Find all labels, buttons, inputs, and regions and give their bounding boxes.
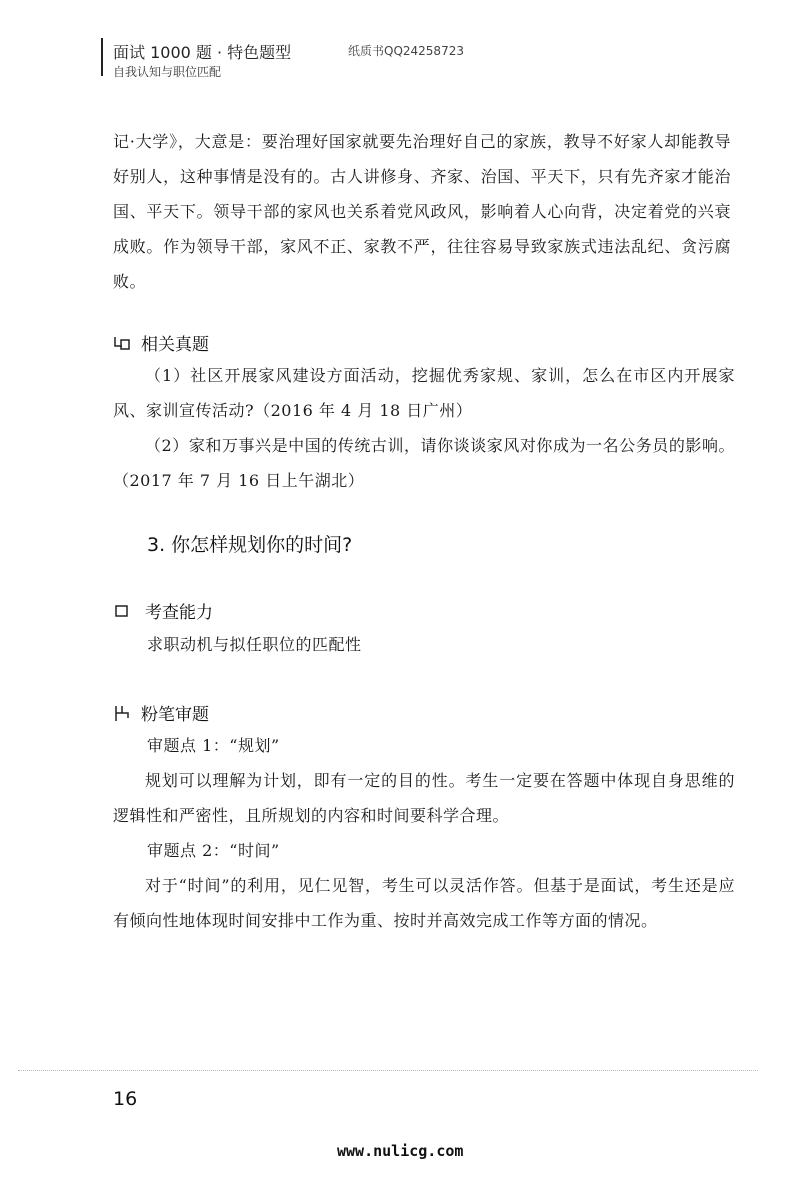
- related-item-2: （2）家和万事兴是中国的传统古训，请你谈谈家风对你成为一名公务员的影响。（2017 年 7 月 16 日上午湖北）: [113, 436, 735, 490]
- analysis-point-2-text: 对于“时间”的利用，见仁见智，考生可以灵活作答。但基于是面试，考生还是应有倾向性地体现时间安排中工作为重、按时并高效完成工作等方面的情况。: [113, 876, 735, 930]
- related-section-header: [113, 330, 209, 355]
- ability-text: 求职动机与拟任职位的匹配性: [147, 635, 362, 654]
- analysis-point-2-label: 审题点 2：“时间”: [147, 841, 280, 860]
- website-footer: www.nulicg.com: [337, 1142, 464, 1160]
- chapter-subtitle: 自我认知与职位匹配: [113, 65, 222, 79]
- split-frame-icon: [113, 704, 131, 722]
- intro-paragraph: 记·大学》，大意是：要治理好国家就要先治理好自己的家族，教导不好家人却能教导好别人，这种事情是没有的。古人讲修身、齐家、治国、平天下，只有先齐家才能治国、平天下。领导干部的家风也关系着党风政风，影响着人心向背，决定着党的兴衰成败。作为领导干部，家风不正、家教不严，往往容易导致家族式违法乱纪、贪污腐败。: [113, 132, 731, 291]
- watermark-text: 纸质书QQ24258723: [348, 44, 464, 58]
- header-rule: [101, 38, 103, 76]
- page-number: 16: [113, 1088, 138, 1110]
- related-item-1: （1）社区开展家风建设方面活动，挖掘优秀家规、家训，怎么在市区内开展家风、家训宣传活动?（2016 年 4 月 18 日广州）: [113, 366, 735, 420]
- corner-bracket-icon: [113, 334, 131, 352]
- analysis-heading: 粉笔审题: [141, 705, 209, 725]
- analysis-point-1-label: 审题点 1：“规划”: [147, 736, 280, 755]
- book-series-title: 面试 1000 题 · 特色题型: [113, 43, 292, 62]
- related-heading: 相关真题: [141, 335, 209, 355]
- ability-heading: 考查能力: [145, 603, 213, 623]
- question-title: 3. 你怎样规划你的时间?: [147, 534, 353, 556]
- analysis-point-1-text: 规划可以理解为计划，即有一定的目的性。考生一定要在答题中体现自身思维的逻辑性和严密性，且所规划的内容和时间要科学合理。: [113, 771, 735, 825]
- square-icon: [113, 602, 131, 620]
- ability-section-header: [113, 598, 213, 623]
- analysis-section-header: [113, 700, 209, 725]
- footer-dotted-rule: [18, 1070, 758, 1071]
